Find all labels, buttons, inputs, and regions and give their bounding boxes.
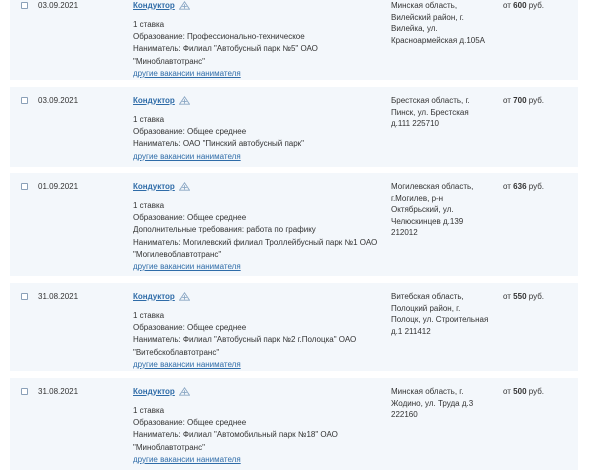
posting-date: 31.08.2021 [38, 292, 79, 301]
detail-line: Образование: Общее среднее [133, 213, 247, 223]
vacancy-details [133, 94, 383, 163]
map-marker-icon[interactable] [179, 387, 190, 396]
detail-line: Наниматель: Могилевский филиал Троллейбусный парк №1 ОАО [133, 237, 378, 247]
salary-amount: 700 [513, 96, 527, 105]
vacancy-details [133, 290, 383, 371]
posting-date: 03.09.2021 [38, 1, 79, 10]
vacancy-title [133, 180, 383, 192]
detail-lines [133, 19, 383, 68]
detail-line: Дополнительные требования: работа по графику [133, 225, 316, 235]
detail-line: 1 ставка [133, 311, 165, 320]
vacancy-title-link[interactable]: Кондуктор [133, 291, 175, 301]
map-marker-icon[interactable] [179, 1, 190, 10]
vacancy-title-link[interactable]: Кондуктор [133, 95, 175, 105]
vacancy-details [133, 180, 383, 273]
row-select-checkbox[interactable] [21, 293, 28, 300]
detail-lines [133, 310, 383, 359]
salary [503, 386, 544, 397]
salary-currency: руб. [528, 1, 545, 10]
address-line: Могилевская область, [391, 182, 474, 191]
address-line: Челюскинцев д.139 [391, 216, 464, 226]
row-select-checkbox[interactable] [21, 2, 28, 9]
employer-other-vacancies-link[interactable]: другие вакансии нанимателя [133, 262, 241, 272]
vacancy-title-link[interactable]: Кондуктор [133, 0, 175, 10]
salary-currency: руб. [528, 182, 545, 191]
address-line: д.111 225710 [391, 119, 439, 128]
address-line: Минская область, г. [391, 387, 464, 396]
address [391, 0, 501, 46]
address-line: г.Могилев, р-н [391, 193, 444, 203]
detail-lines [133, 200, 383, 261]
detail-line: Наниматель: ОАО "Пинский автобусный парк" [133, 139, 305, 149]
salary [503, 181, 544, 192]
detail-line: Образование: Общее среднее [133, 323, 247, 333]
employer-other-vacancies-link[interactable]: другие вакансии нанимателя [133, 454, 241, 464]
row-select-checkbox[interactable] [21, 183, 28, 190]
detail-lines [133, 114, 383, 151]
address-line: д.1 211412 [391, 326, 431, 336]
vacancy-row [10, 87, 578, 167]
detail-line: Образование: Общее среднее [133, 127, 247, 137]
vacancy-row [10, 283, 578, 371]
detail-line: "Витебскоблавтотранс" [133, 347, 220, 357]
address-line: 222160 [391, 410, 418, 419]
detail-line: Наниматель: Филиал "Автобусный парк №2 г.Полоцка" ОАО [133, 335, 357, 345]
row-select-checkbox[interactable] [21, 97, 28, 104]
address-line: Брестская область, г. [391, 96, 470, 105]
salary-amount: 500 [513, 387, 527, 396]
employer-other-vacancies-link[interactable]: другие вакансии нанимателя [133, 359, 241, 369]
vacancy-title [133, 94, 383, 106]
address-line: Минская область, [391, 1, 458, 10]
address-line: Витебская область, [391, 292, 464, 301]
detail-line: Образование: Профессионально-техническое [133, 32, 305, 42]
address-line: Полоцк, ул. Строительная [391, 315, 489, 324]
detail-line: 1 ставка [133, 115, 165, 124]
detail-line: 1 ставка [133, 406, 165, 415]
vacancy-details [133, 0, 383, 80]
vacancy-row [10, 378, 578, 470]
salary-prefix: от [503, 292, 511, 301]
detail-line: Образование: Общее среднее [133, 418, 247, 428]
detail-lines [133, 405, 383, 454]
vacancy-details [133, 385, 383, 466]
address [391, 95, 501, 130]
map-marker-icon[interactable] [179, 292, 190, 301]
row-select-checkbox[interactable] [21, 388, 28, 395]
detail-line: 1 ставка [133, 20, 165, 29]
address [391, 181, 501, 239]
posting-date: 31.08.2021 [38, 387, 79, 396]
salary [503, 95, 544, 106]
address [391, 386, 501, 421]
vacancy-row [10, 173, 578, 276]
vacancy-title-link[interactable]: Кондуктор [133, 181, 175, 191]
detail-line: "Миноблавтотранс" [133, 56, 205, 66]
address [391, 291, 501, 337]
address-line: Жодино, ул. Труда д.3 [391, 398, 474, 408]
vacancy-title [133, 385, 383, 397]
vacancy-row [10, 0, 578, 80]
vacancy-title-link[interactable]: Кондуктор [133, 386, 175, 396]
address-line: 212012 [391, 228, 418, 237]
employer-other-vacancies-link[interactable]: другие вакансии нанимателя [133, 68, 241, 78]
vacancy-title [133, 0, 383, 11]
salary-currency: руб. [528, 96, 545, 105]
posting-date: 01.09.2021 [38, 182, 79, 191]
address-line: Вилейка, ул. [391, 24, 438, 33]
detail-line: 1 ставка [133, 201, 165, 210]
detail-line: Наниматель: Филиал "Автобусный парк №5" ОАО [133, 44, 318, 54]
vacancy-title [133, 290, 383, 302]
salary-prefix: от [503, 96, 511, 105]
detail-line: "Могилевоблавтотранс" [133, 249, 222, 259]
address-line: Красноармейская д.105А [391, 35, 485, 45]
salary [503, 0, 544, 11]
salary-amount: 550 [513, 292, 527, 301]
detail-line: Наниматель: Филиал "Автомобильный парк №18" ОАО [133, 430, 338, 440]
salary-amount: 636 [513, 182, 527, 191]
salary-prefix: от [503, 387, 511, 396]
map-marker-icon[interactable] [179, 96, 190, 105]
employer-other-vacancies-link[interactable]: другие вакансии нанимателя [133, 151, 241, 161]
salary-currency: руб. [528, 387, 545, 396]
salary [503, 291, 544, 302]
salary-prefix: от [503, 1, 511, 10]
address-line: Октябрьский, ул. [391, 205, 454, 214]
map-marker-icon[interactable] [179, 182, 190, 191]
address-line: Полоцкий район, г. [391, 303, 461, 313]
salary-currency: руб. [528, 292, 545, 301]
salary-prefix: от [503, 182, 511, 191]
address-line: Вилейский район, г. [391, 12, 464, 22]
detail-line: "Миноблавтотранс" [133, 442, 205, 452]
salary-amount: 600 [513, 1, 527, 10]
address-line: Пинск, ул. Брестская [391, 107, 469, 117]
posting-date: 03.09.2021 [38, 96, 79, 105]
